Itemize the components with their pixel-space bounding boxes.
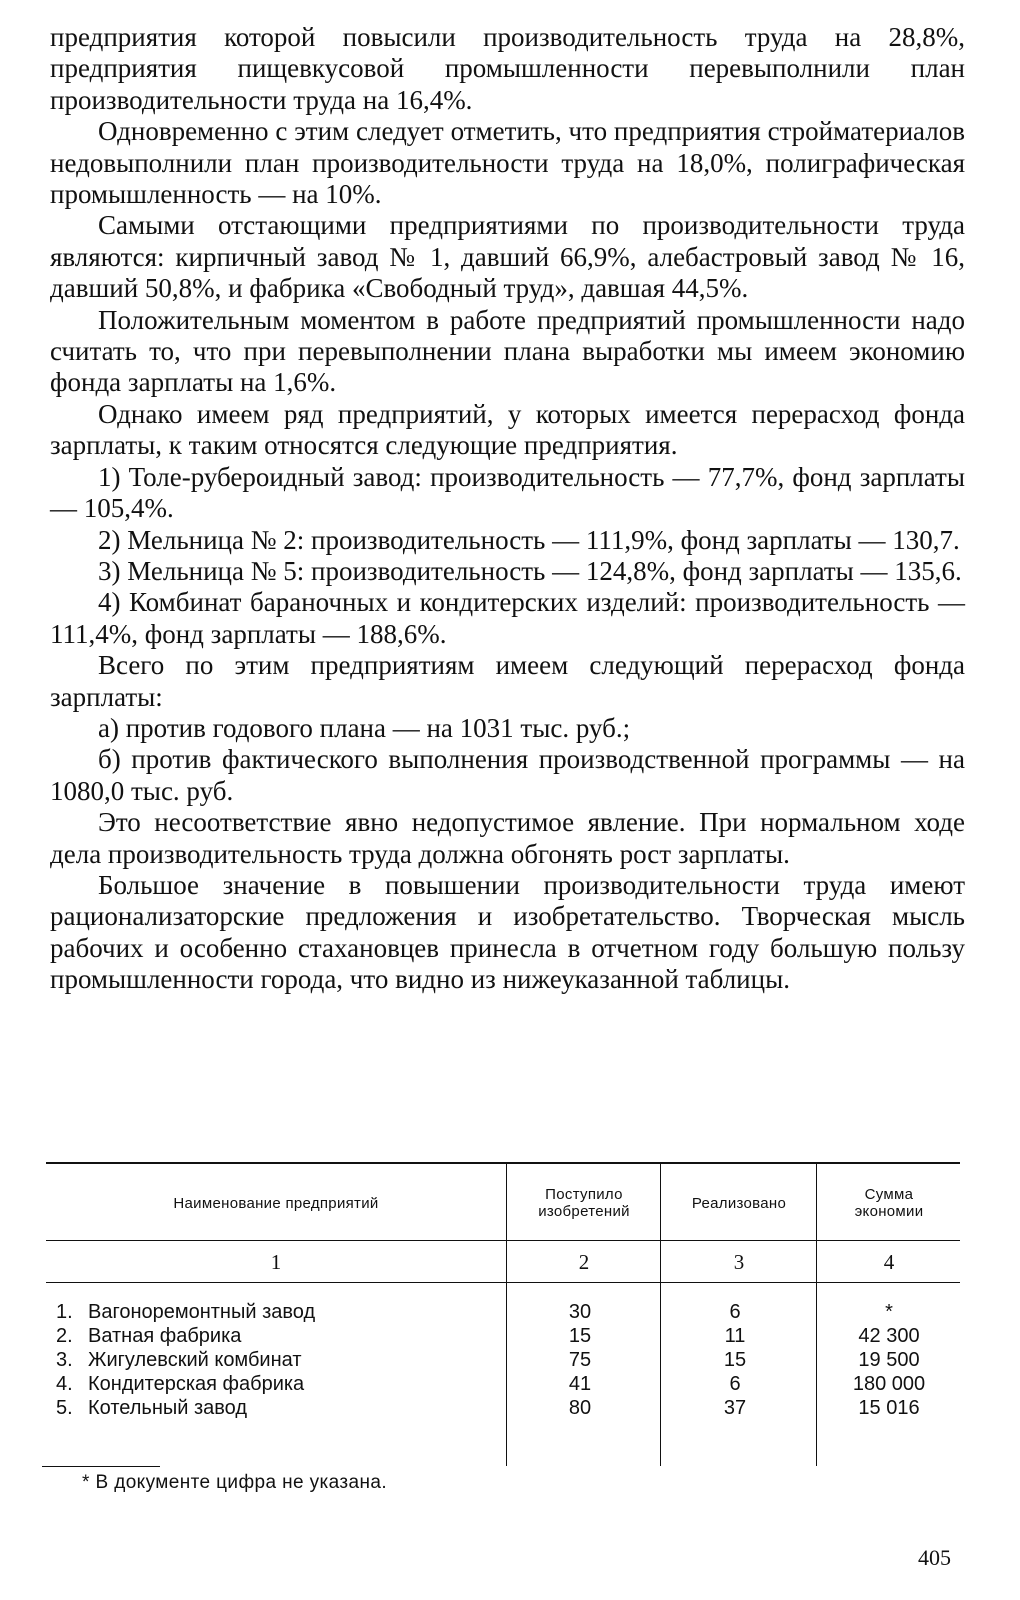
enterprise-name: Котельный завод [88, 1397, 248, 1419]
header-inventions: Поступило изобретений [538, 1186, 630, 1220]
paragraph: Всего по этим предприятиям имеем следующий перерасход фонда зарплаты: [50, 650, 965, 712]
column-number: 1 [270, 1249, 282, 1274]
row-index: 3. [56, 1349, 73, 1371]
footnote: * В документе цифра не указана. [82, 1472, 388, 1493]
paragraph: предприятия которой повысили производительность труда на 28,8%, предприятия пищевкусовой промышленности перевыполнили план производительности труда на 16,4%. [50, 22, 965, 115]
realized-value: 11 [724, 1325, 746, 1347]
row-index: 4. [56, 1373, 73, 1395]
table-row [46, 1300, 960, 1324]
table-header-rule [46, 1240, 960, 1241]
savings-value: 42 300 [858, 1325, 920, 1347]
realized-value: 15 [723, 1349, 747, 1371]
table-body [46, 1300, 960, 1420]
inventions-value: 80 [568, 1397, 592, 1419]
table-row [46, 1324, 960, 1348]
realized-value: 6 [729, 1301, 741, 1323]
row-index: 5. [56, 1397, 73, 1419]
realized-value: 37 [723, 1397, 747, 1419]
inventions-value: 75 [568, 1349, 592, 1371]
paragraph: Положительным моментом в работе предприятий промышленности надо считать то, что при перевыполнении плана выработки мы имеем экономию фонда зарплаты на 1,6%. [50, 304, 965, 398]
header-realized: Реализовано [691, 1194, 787, 1212]
column-number: 4 [883, 1249, 895, 1274]
inventions-value: 30 [568, 1301, 592, 1323]
enterprise-name: Вагоноремонтный завод [88, 1301, 316, 1323]
inventions-value: 15 [568, 1325, 592, 1347]
enterprise-name: Жигулевский комбинат [88, 1349, 302, 1371]
header-name: Наименование предприятий [173, 1194, 379, 1212]
paragraph: Самыми отстающими предприятиями по производительности труда являются: кирпичный завод № 1, давший 66,9%, алебастровый завод № 16, давший 50,8%, и фабрика «Свободный труд», давшая 44,5%. [50, 210, 965, 304]
table-top-rule [46, 1162, 960, 1164]
realized-value: 6 [729, 1373, 741, 1395]
paragraph: Большое значение в повышении производительности труда имеют рационализаторские предложения и изобретательство. Творческая мысль рабочих и особенно стахановцев принесла в отчетном году большую пользу промышленности города, что видно из нижеуказанной таблицы. [50, 869, 965, 995]
table-row [46, 1372, 960, 1396]
enterprise-name: Ватная фабрика [88, 1325, 242, 1347]
row-index: 2. [56, 1325, 73, 1347]
table-row [46, 1348, 960, 1372]
savings-value: * [885, 1301, 893, 1323]
table-number-rule [46, 1282, 960, 1283]
list-item: 3) Мельница № 5: производительность — 124,8%, фонд зарплаты — 135,6. [98, 555, 962, 586]
savings-value: 15 016 [858, 1397, 920, 1419]
savings-value: 19 500 [858, 1349, 920, 1371]
column-number: 3 [733, 1249, 745, 1274]
paragraph: Одновременно с этим следует отметить, что предприятия стройматериалов недовыполнили план производительности труда на 18,0%, полиграфическая промышленность — на 10%. [50, 116, 965, 210]
column-number: 2 [578, 1249, 590, 1274]
paragraph: Однако имеем ряд предприятий, у которых имеется перерасход фонда зарплаты, к таким относятся следующие предприятия. [50, 398, 965, 461]
table-row [46, 1396, 960, 1420]
list-item: 1) Толе-рубероидный завод: производительность — 77,7%, фонд зарплаты — 105,4%. [50, 461, 965, 524]
footnote-rule [42, 1466, 160, 1467]
row-index: 1. [56, 1301, 73, 1323]
list-item: 2) Мельница № 2: производительность — 111,9%, фонд зарплаты — 130,7. [98, 524, 960, 555]
list-item: 4) Комбинат бараночных и кондитерских изделий: производительность — 111,4%, фонд зарплаты — 188,6%. [50, 587, 965, 649]
header-savings: Сумма экономии [854, 1186, 924, 1220]
list-item: а) против годового плана — на 1031 тыс. руб.; [98, 712, 631, 743]
inventions-value: 41 [568, 1373, 592, 1395]
body-text [50, 22, 965, 996]
savings-value: 180 000 [852, 1373, 926, 1395]
enterprise-name: Кондитерская фабрика [88, 1373, 305, 1395]
page-number: 405 [918, 1545, 951, 1570]
paragraph: Это несоответствие явно недопустимое явление. При нормальном ходе дела производительность труда должна обгонять рост зарплаты. [50, 807, 965, 869]
list-item: б) против фактического выполнения производственной программы — на 1080,0 тыс. руб. [50, 744, 965, 806]
